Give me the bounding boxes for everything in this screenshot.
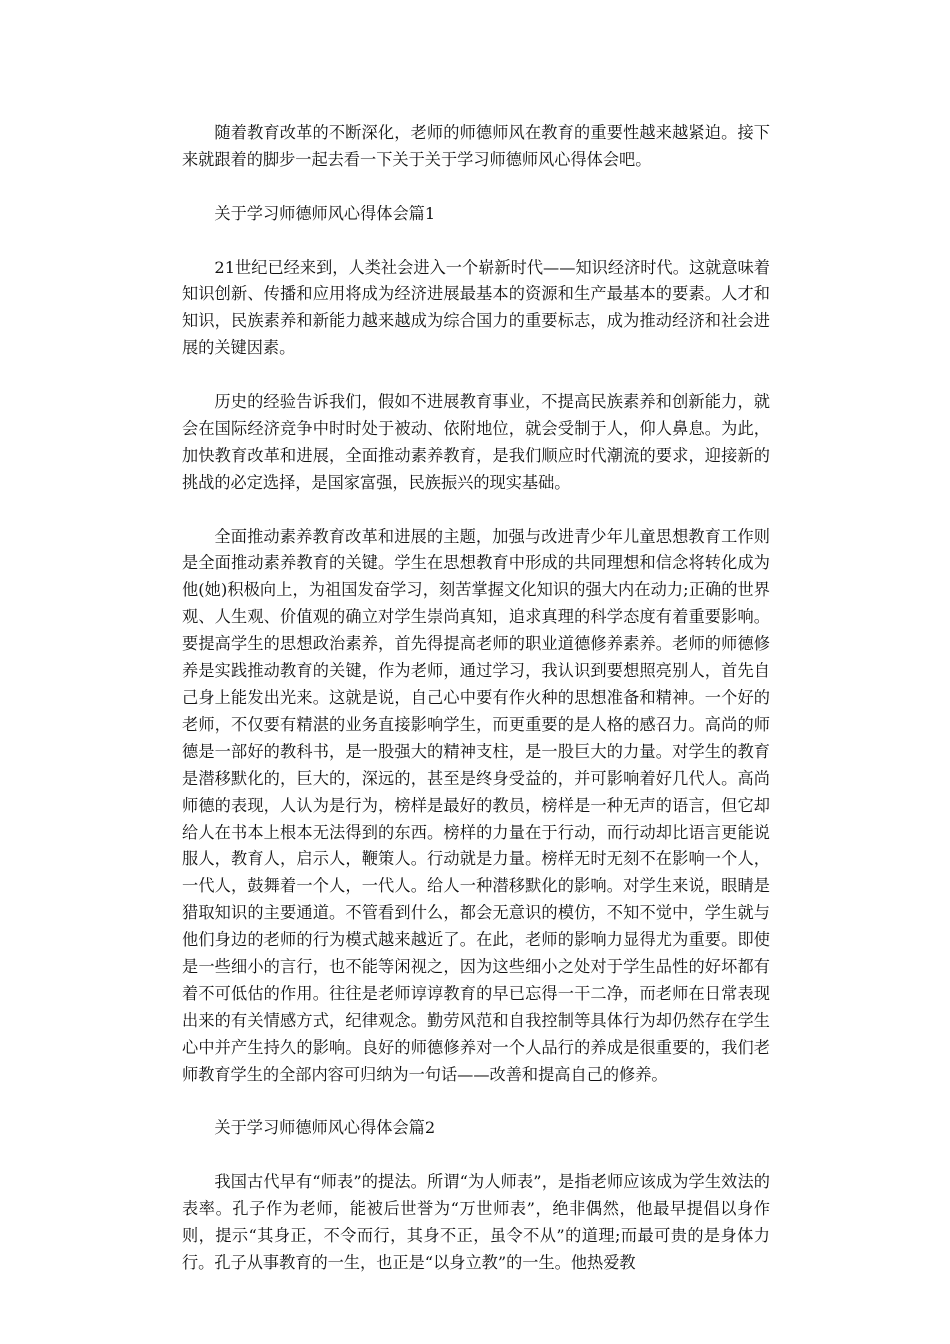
intro-paragraph: 随着教育改革的不断深化，老师的师德师风在教育的重要性越来越紧迫。接下来就跟着的脚步一起去看一下关于关于学习师德师风心得体会吧。 — [182, 123, 770, 169]
section-1-paragraph-2: 历史的经验告诉我们，假如不进展教育事业，不提高民族素养和创新能力，就会在国际经济竞争中时时处于被动、依附地位，就会受制于人，仰人鼻息。为此，加快教育改革和进展，全面推动素养教育，是我们顺应时代潮流的要求，迎接新的挑战的必定选择，是国家富强，民族振兴的现实基础。 — [182, 392, 770, 492]
section-1-heading: 关于学习师德师风心得体会篇1 — [214, 203, 436, 223]
section-2-paragraph-1: 我国古代早有“师表”的提法。所谓“为人师表”，是指老师应该成为学生效法的表率。孔子作为老师，能被后世誉为“万世师表”，绝非偶然，他最早提倡以身作则，提示“其身正，不令而行，其身不正，虽令不从”的道理;而最可贵的是身体力行。孔子从事教育的一生，也正是“以身立教”的一生。他热爱教 — [182, 1172, 770, 1272]
section-2-heading: 关于学习师德师风心得体会篇2 — [214, 1118, 436, 1138]
section-1-paragraph-1: 21世纪已经来到，人类社会进入一个崭新时代——知识经济时代。这就意味着知识创新、传播和应用将成为经济进展最基本的资源和生产最基本的要素。人才和知识，民族素养和新能力越来越成为综合国力的重要标志，成为推动经济和社会进展的关键因素。 — [182, 257, 770, 358]
document-page — [182, 120, 770, 1304]
section-1-paragraph-3: 全面推动素养教育改革和进展的主题，加强与改进青少年儿童思想教育工作则是全面推动素养教育的关键。学生在思想教育中形成的共同理想和信念将转化成为他(她)积极向上，为祖国发奋学习，刻苦掌握文化知识的强大内在动力;正确的世界观、人生观、价值观的确立对学生崇尚真知，追求真理的科学态度有着重要影响。要提高学生的思想政治素养，首先得提高老师的职业道德修养素养。老师的师德修养是实践推动教育的关键，作为老师，通过学习，我认识到要想照亮别人，首先自己身上能发出光来。这就是说，自己心中要有作火种的思想准备和精神。一个好的老师，不仅要有精湛的业务直接影响学生，而更重要的是人格的感召力。高尚的师德是一部好的教科书，是一股强大的精神支柱，是一股巨大的力量。对学生的教育是潜移默化的，巨大的，深远的，甚至是终身受益的，并可影响着好几代人。高尚师德的表现，人认为是行为，榜样是最好的教员，榜样是一种无声的语言，但它却给人在书本上根本无法得到的东西。榜样的力量在于行动，而行动却比语言更能说服人，教育人，启示人，鞭策人。行动就是力量。榜样无时无刻不在影响一个人，一代人，鼓舞着一个人，一代人。给人一种潜移默化的影响。对学生来说，眼睛是猎取知识的主要通道。不管看到什么，都会无意识的模仿，不知不觉中，学生就与他们身边的老师的行为模式越来越近了。在此，老师的影响力显得尤为重要。即使是一些细小的言行，也不能等闲视之，因为这些细小之处对于学生品性的好坏都有着不可低估的作用。往往是老师谆谆教育的早已忘得一干二净，而老师在日常表现出来的有关情感方式，纪律观念。勤劳风范和自我控制等具体行为却仍然存在学生心中并产生持久的影响。良好的师德修养对一个人品行的养成是很重要的，我们老师教育学生的全部内容可归纳为一句话——改善和提高自己的修养。 — [182, 526, 770, 1084]
